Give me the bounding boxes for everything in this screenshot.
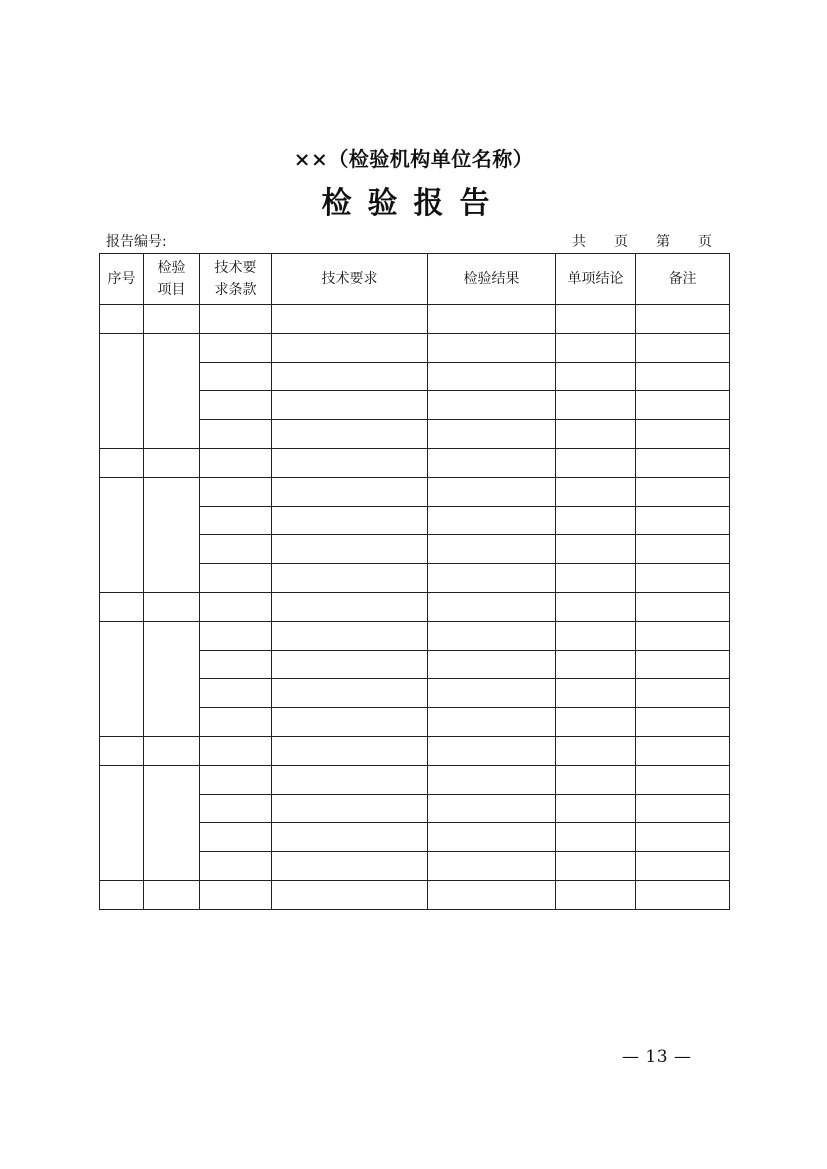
column-header-remarks: 备注 [636, 254, 730, 305]
total-pages-label: 共 [572, 234, 586, 250]
table-row [100, 736, 730, 765]
current-page-unit: 页 [698, 234, 712, 250]
column-header-result: 检验结果 [428, 254, 556, 305]
column-header-requirement: 技术要求 [272, 254, 428, 305]
page-count-line [572, 231, 712, 251]
table-row [100, 477, 730, 506]
current-page-label: 第 [656, 234, 670, 250]
table-row [100, 621, 730, 650]
page-number: — 13 — [622, 1047, 692, 1067]
column-header-serial: 序号 [100, 254, 144, 305]
organization-title: ××（检验机构单位名称） [293, 147, 534, 171]
total-pages-unit: 页 [614, 234, 628, 250]
column-header-clause: 技术要求条款 [200, 254, 272, 305]
column-header-conclusion: 单项结论 [556, 254, 636, 305]
report-title: 检验报告 [321, 186, 506, 221]
table-row [100, 333, 730, 362]
table-row [100, 592, 730, 621]
table-row [100, 880, 730, 909]
table-row [100, 765, 730, 794]
table-row [100, 305, 730, 334]
column-header-item: 检验项目 [144, 254, 200, 305]
table-row [100, 448, 730, 477]
inspection-report-table [99, 253, 730, 910]
report-number-label: 报告编号: [106, 234, 167, 250]
table-header-row [100, 254, 730, 305]
